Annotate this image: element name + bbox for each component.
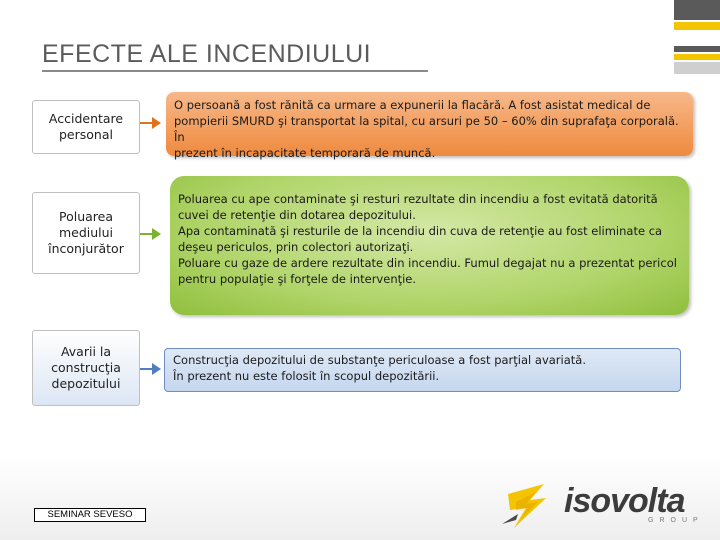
isovolta-lightning-logo-icon [500,480,558,532]
arrow-line [140,368,152,370]
logo-subtitle: GROUP [648,517,704,524]
text-line: Construcţia depozitului de substanţe periculoase a fost parţial avariată. [173,353,586,367]
arrow-right-icon [152,117,161,129]
label-line: Poluarea [58,209,113,224]
arrow-right-icon [152,228,161,240]
arrow-line [140,233,152,235]
text-line: O persoană a fost rănită ca urmare a expunerii la flacără. A fost asistat medical de [174,98,651,112]
text-box-avarii [164,348,681,392]
label-line: depozitului [51,376,121,391]
label-line: mediului [58,225,114,240]
arrow-right-icon [152,363,161,375]
text-line: În prezent nu este folosit în scopul depozitării. [173,369,440,383]
text-box-accidentare [166,92,693,160]
text-line: deşeu periculos, prin colectori autorizaţi. [178,240,414,254]
text-line: cuvei de retenţie din dotarea depozitului. [178,208,416,222]
label-box-accidentare [32,100,140,154]
title-underline [42,70,428,72]
label-box-avarii [32,330,140,406]
label-box-poluare [32,192,140,274]
label-line: Accidentare [48,111,124,126]
text-line: prezent în incapacitate temporară de muncă. [174,146,436,160]
label-line: înconjurător [48,241,124,256]
arrow-line [140,122,152,124]
slide-title: EFECTE ALE INCENDIULUI [42,40,372,68]
text-line: pentru populaţie şi forţele de intervenţie. [178,272,417,286]
text-box-poluare [170,176,689,315]
text-line: Apa contaminată şi resturile de la incendiu din cuva de retenţie au fost eliminate ca [178,224,663,238]
text-line: Poluarea cu ape contaminate şi resturi rezultate din incendiu a fost evitată datorită [178,192,658,206]
label-line: personal [59,127,113,142]
text-line: Poluare cu gaze de ardere rezultate din incendiu. Fumul degajat nu a prezentat pericol [178,256,677,270]
logo-wordmark: isovolta [564,482,685,520]
label-line: Avarii la [60,344,112,359]
text-line: pompierii SMURD şi transportat la spital, cu arsuri pe 50 – 60% din suprafaţa corporală. În [174,114,679,144]
seminar-label: SEMINAR SEVESO [34,508,146,522]
decorative-stripes [674,0,720,74]
label-line: construcţia [51,360,121,375]
